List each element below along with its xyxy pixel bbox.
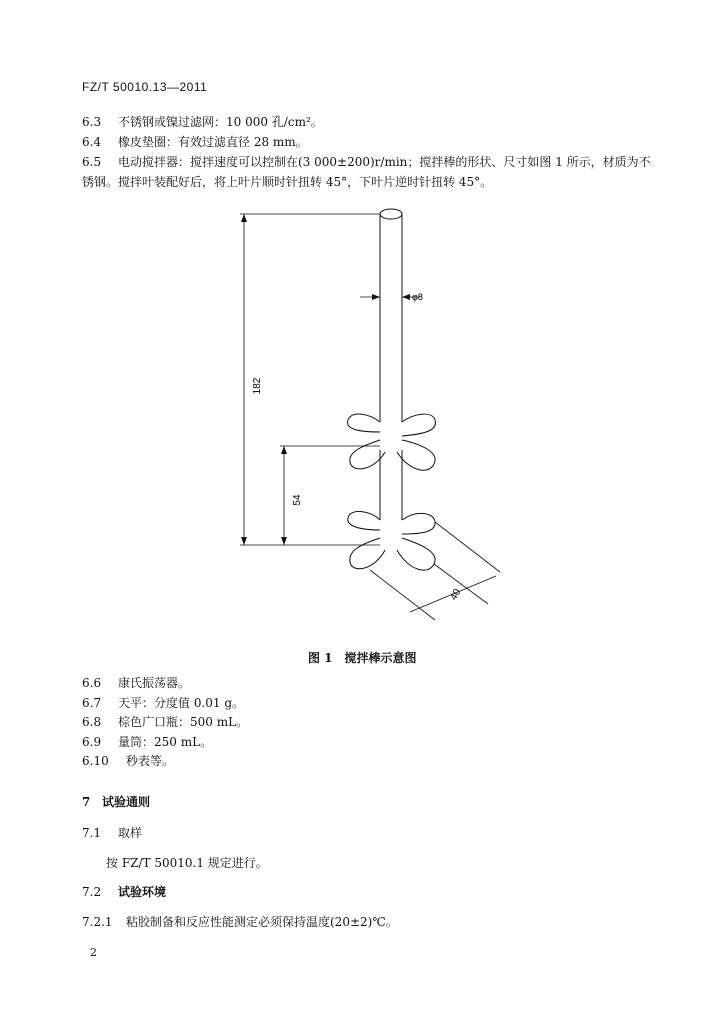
item-number: 6.10 — [82, 754, 109, 768]
item-text: 天平：分度值 0.01 g。 — [118, 696, 245, 710]
rod-top-ellipse — [380, 209, 402, 219]
item-text: 量筒：250 mL。 — [118, 735, 213, 749]
item-6-5-continuation: 锈钢。搅拌叶装配好后，将上叶片顺时针扭转 45°，下叶片逆时针扭转 45°。 — [82, 175, 493, 189]
dim-arrowhead — [241, 537, 247, 545]
dim-40-extension-left — [370, 570, 435, 620]
subsection-number: 7.2 — [82, 885, 102, 899]
subsection-7-1-text: 按 FZ/T 50010.1 规定进行。 — [106, 856, 268, 870]
dim-arrowhead — [241, 214, 247, 222]
item-6-6 — [82, 675, 190, 692]
item-text: 秒表等。 — [126, 754, 175, 768]
item-number: 6.3 — [82, 115, 102, 129]
item-6-10 — [82, 753, 174, 770]
section-7-heading — [82, 794, 150, 811]
dim-diameter-label: φ8 — [412, 292, 423, 302]
item-text: 橡皮垫圈：有效过滤直径 28 mm。 — [118, 135, 308, 149]
page-number: 2 — [90, 946, 97, 959]
item-number: 6.8 — [82, 715, 102, 729]
section-title: 试验通则 — [102, 795, 151, 809]
dim-arrowhead — [402, 294, 410, 300]
subsection-7-1-heading — [82, 825, 142, 842]
subsection-7-2-heading — [82, 884, 166, 901]
subsection-title: 试验环境 — [118, 885, 167, 899]
upper-blade — [347, 414, 435, 470]
item-text: 棕色广口瓶：500 mL。 — [118, 715, 249, 729]
dim-arrowhead — [281, 446, 287, 454]
item-6-5 — [82, 154, 651, 171]
item-6-9 — [82, 734, 212, 751]
item-number: 6.5 — [82, 155, 102, 169]
dim-182-label: 182 — [252, 377, 263, 395]
item-6-7 — [82, 695, 244, 712]
subsection-7-2-1 — [82, 914, 398, 931]
item-number: 6.9 — [82, 735, 102, 749]
item-6-3 — [82, 114, 323, 131]
dim-arrowhead — [372, 294, 380, 300]
item-text: 电动搅拌器：搅拌速度可以控制在(3 000±200)r/min；搅拌棒的形状、尺寸如图 1 所示，材质为不 — [118, 155, 651, 169]
dim-arrowhead — [281, 537, 287, 545]
dim-40-label: 40 — [448, 587, 464, 603]
item-number: 6.4 — [82, 135, 102, 149]
item-text: 不锈钢或镍过滤网：10 000 孔/cm²。 — [118, 115, 323, 129]
subsection-number: 7.2.1 — [82, 915, 113, 929]
lower-blade — [348, 511, 435, 570]
item-text: 康氏振荡器。 — [118, 676, 191, 690]
item-6-4 — [82, 134, 308, 151]
subsection-text: 粘胶制备和反应性能测定必须保持温度(20±2)℃。 — [126, 915, 398, 929]
stirring-rod-figure — [230, 200, 510, 630]
dim-40-extension-bottom — [434, 564, 488, 604]
subsection-title: 取样 — [118, 826, 143, 840]
figure-caption: 图 1 搅拌棒示意图 — [308, 651, 417, 665]
item-6-8 — [82, 714, 248, 731]
subsection-number: 7.1 — [82, 826, 102, 840]
section-number: 7 — [82, 795, 91, 809]
dim-40-extension-top — [435, 522, 500, 572]
standard-code-header: FZ/T 50010.13—2011 — [82, 80, 208, 94]
item-number: 6.7 — [82, 696, 102, 710]
item-number: 6.6 — [82, 676, 102, 690]
dim-54-label: 54 — [292, 494, 303, 506]
